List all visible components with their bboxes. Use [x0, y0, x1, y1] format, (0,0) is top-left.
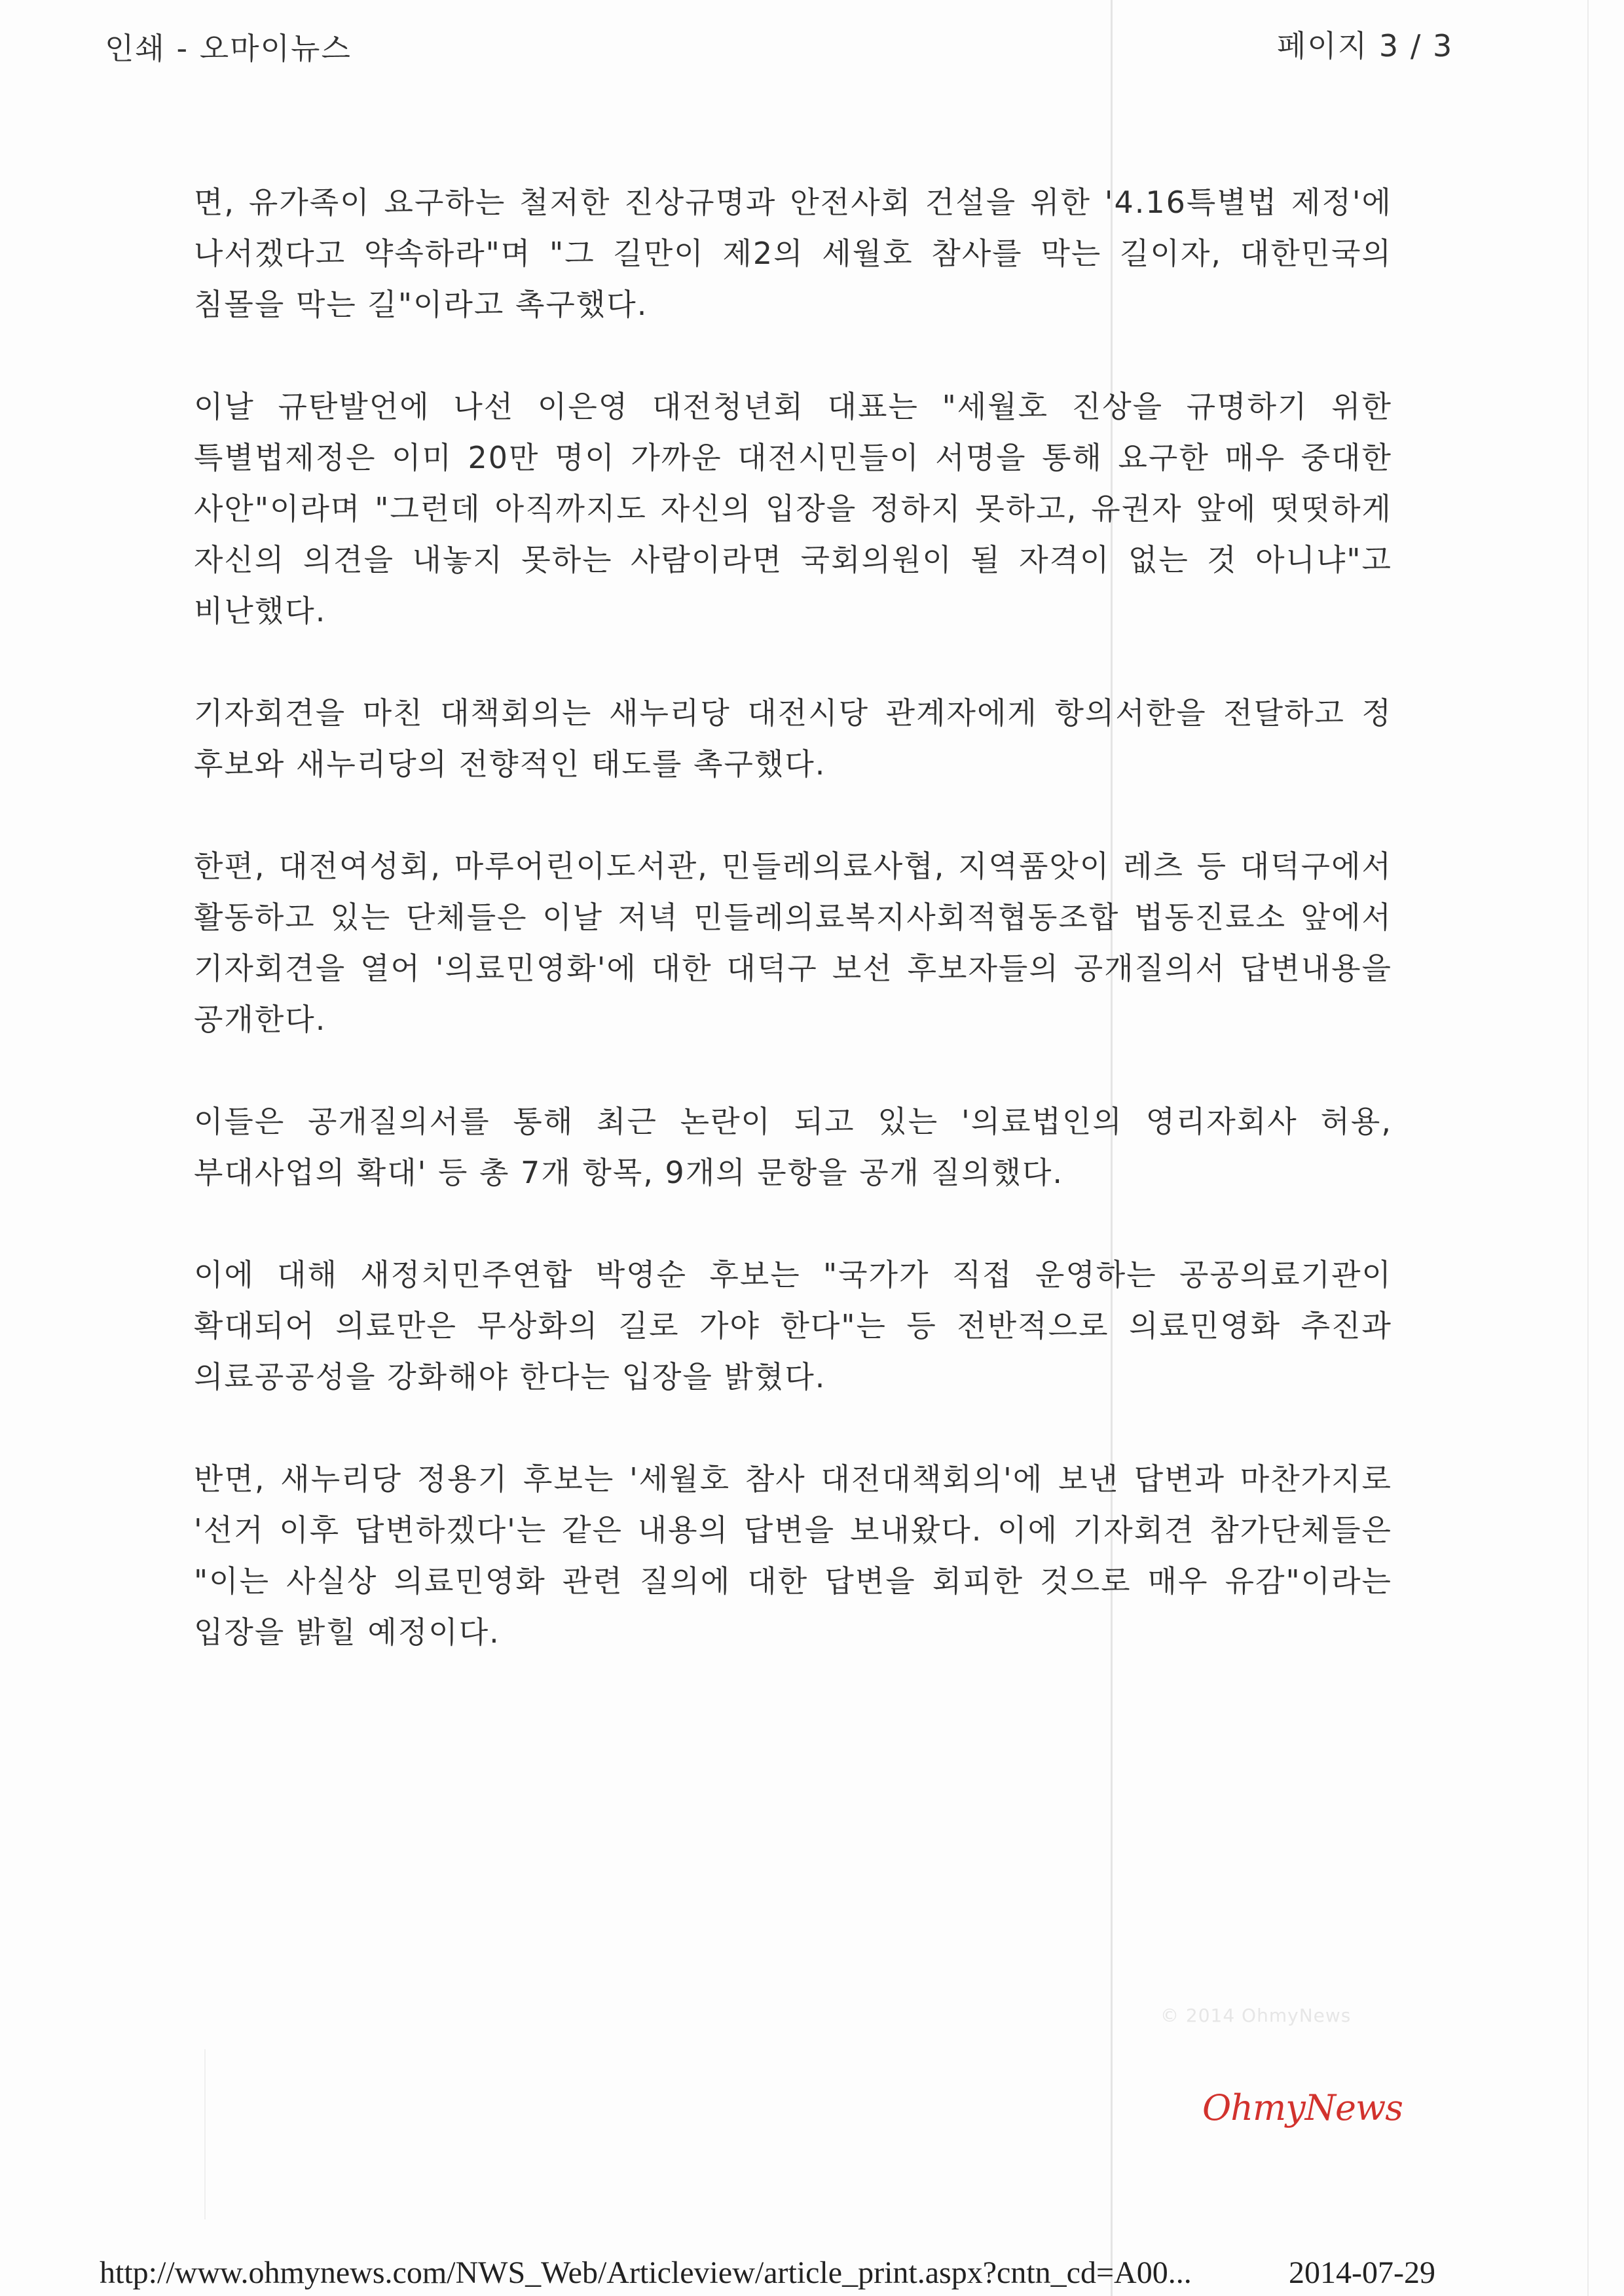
article-paragraph: 기자회견을 마친 대책회의는 새누리당 대전시당 관계자에게 항의서한을 전달하고 정 후보와 새누리당의 전향적인 태도를 촉구했다. [194, 695, 1392, 782]
footer-url: http://www.ohmynews.com/NWS_Web/Articleview/article_print.aspx?cntn_cd=A00... [100, 2255, 1192, 2290]
footer-date: 2014-07-29 [1289, 2255, 1435, 2290]
article-paragraph: 한편, 대전여성회, 마루어린이도서관, 민들레의료사협, 지역품앗이 레츠 등 대덕구에서 활동하고 있는 단체들은 이날 저녁 민들레의료복지사회적협동조합 법동진료소 앞에서 기자회견을 열어 '의료민영화'에 대한 대덕구 보선 후보자들의 공개질의서 답변내용을 공개한다. [194, 848, 1392, 1037]
scan-artifact-line [204, 2049, 206, 2219]
article-body [194, 177, 1392, 1709]
scan-artifact-line [1587, 0, 1589, 2296]
article-paragraph: 면, 유가족이 요구하는 철저한 진상규명과 안전사회 건설을 위한 '4.16특별법 제정'에 나서겠다고 약속하라"며 "그 길만이 제2의 세월호 참사를 막는 길이자, 대한민국의 침몰을 막는 길"이라고 촉구했다. [194, 185, 1392, 322]
article-paragraph: 이날 규탄발언에 나선 이은영 대전청년회 대표는 "세월호 진상을 규명하기 위한 특별법제정은 이미 20만 명이 가까운 대전시민들이 서명을 통해 요구한 매우 중대한 사안"이라며 "그런데 아직까지도 자신의 입장을 정하지 못하고, 유권자 앞에 떳떳하게 자신의 의견을 내놓지 못하는 사람이라면 국회의원이 될 자격이 없는 것 아니냐"고 비난했다. [194, 389, 1392, 629]
copyright-notice: © 2014 OhmyNews [1160, 2005, 1352, 2026]
page-indicator: 페이지 3 / 3 [1277, 28, 1454, 64]
article-paragraph: 이에 대해 새정치민주연합 박영순 후보는 "국가가 직접 운영하는 공공의료기관이 확대되어 의료만은 무상화의 길로 가야 한다"는 등 전반적으로 의료민영화 추진과 의료공공성을 강화해야 한다는 입장을 밝혔다. [194, 1257, 1392, 1394]
article-paragraph: 반면, 새누리당 정용기 후보는 '세월호 참사 대전대책회의'에 보낸 답변과 마찬가지로 '선거 이후 답변하겠다'는 같은 내용의 답변을 보내왔다. 이에 기자회견 참가단체들은 "이는 사실상 의료민영화 관련 질의에 대한 답변을 회피한 것으로 매우 유감"이라는 입장을 밝힐 예정이다. [194, 1461, 1392, 1650]
ohmynews-logo: OhmyNews [1202, 2087, 1403, 2128]
article-paragraph: 이들은 공개질의서를 통해 최근 논란이 되고 있는 '의료법인의 영리자회사 허용, 부대사업의 확대' 등 총 7개 항목, 9개의 문항을 공개 질의했다. [194, 1104, 1392, 1190]
print-header-title: 인쇄 - 오마이뉴스 [105, 31, 352, 66]
